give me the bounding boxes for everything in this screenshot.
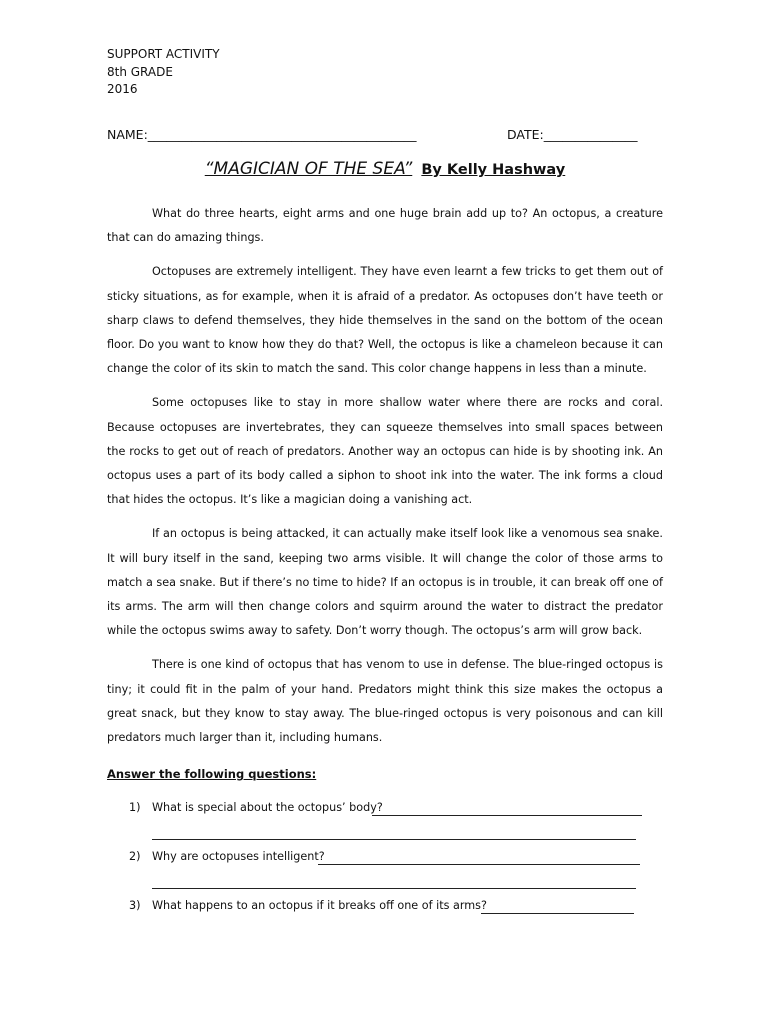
questions-heading: Answer the following questions: bbox=[107, 767, 317, 781]
answer-line-2a[interactable] bbox=[318, 864, 640, 865]
paragraph-4: If an octopus is being attacked, it can actually make itself look like a venomous sea snake. It will bury itself in the sand, keeping two arms visible. It will change the color of those arms to match a sea snake. But if there’s no time to hide? If an octopus is in trouble, it can break off one of its arms. The arm will then change colors and squirm around the water to distract the predator while the octopus swims away to safety. Don’t worry though. The octopus’s arm will grow back. bbox=[107, 527, 663, 638]
title-byline: By Kelly Hashway bbox=[421, 162, 566, 178]
story-title bbox=[0, 159, 770, 179]
name-date-row bbox=[107, 127, 667, 142]
header-grade: 8th GRADE bbox=[107, 64, 173, 79]
header-year: 2016 bbox=[107, 82, 138, 96]
header-activity: SUPPORT ACTIVITY bbox=[107, 47, 220, 61]
title-main: “MAGICIAN OF THE SEA” bbox=[204, 159, 413, 179]
name-field[interactable]: NAME:___________________________________________ bbox=[107, 127, 417, 142]
question-number: 1) bbox=[129, 801, 141, 814]
question-text: Why are octopuses intelligent? bbox=[152, 850, 325, 863]
answer-line-2b[interactable] bbox=[152, 888, 636, 889]
question-text: What is special about the octopus’ body? bbox=[152, 801, 383, 814]
paragraph-5: There is one kind of octopus that has venom to use in defense. The blue-ringed octopus is tiny; it could fit in the palm of your hand. Predators might think this size makes the octopus a great snack, but they know to stay away. The blue-ringed octopus is very poisonous and can kill predators much larger than it, including humans. bbox=[107, 658, 663, 745]
paragraph-2: Octopuses are extremely intelligent. They have even learnt a few tricks to get them out of sticky situations, as for example, when it is afraid of a predator. As octopuses don’t have teeth or sharp claws to defend themselves, they hide themselves in the sand on the bottom of the ocean floor. Do you want to know how they do that? Well, the octopus is like a chameleon because it can change the color of its skin to match the sand. This color change happens in less than a minute. bbox=[107, 265, 663, 376]
paragraph-3: Some octopuses like to stay in more shallow water where there are rocks and coral. Because octopuses are invertebrates, they can squeeze themselves into small spaces between the rocks to get out of reach of predators. Another way an octopus can hide is by shooting ink. An octopus uses a part of its body called a siphon to shoot ink into the water. The ink forms a cloud that hides the octopus. It’s like a magician doing a vanishing act. bbox=[107, 396, 663, 507]
worksheet-header bbox=[107, 46, 220, 99]
paragraph-1: What do three hearts, eight arms and one huge brain add up to? An octopus, a creature that can do amazing things. bbox=[107, 207, 663, 245]
question-text: What happens to an octopus if it breaks off one of its arms? bbox=[152, 899, 487, 912]
answer-line-3a[interactable] bbox=[481, 913, 634, 914]
answer-line-1b[interactable] bbox=[152, 839, 636, 840]
question-number: 2) bbox=[129, 850, 141, 863]
answer-line-1a[interactable] bbox=[372, 815, 642, 816]
story-text bbox=[107, 202, 663, 760]
date-field[interactable]: DATE:_______________ bbox=[507, 127, 638, 142]
question-number: 3) bbox=[129, 899, 141, 912]
